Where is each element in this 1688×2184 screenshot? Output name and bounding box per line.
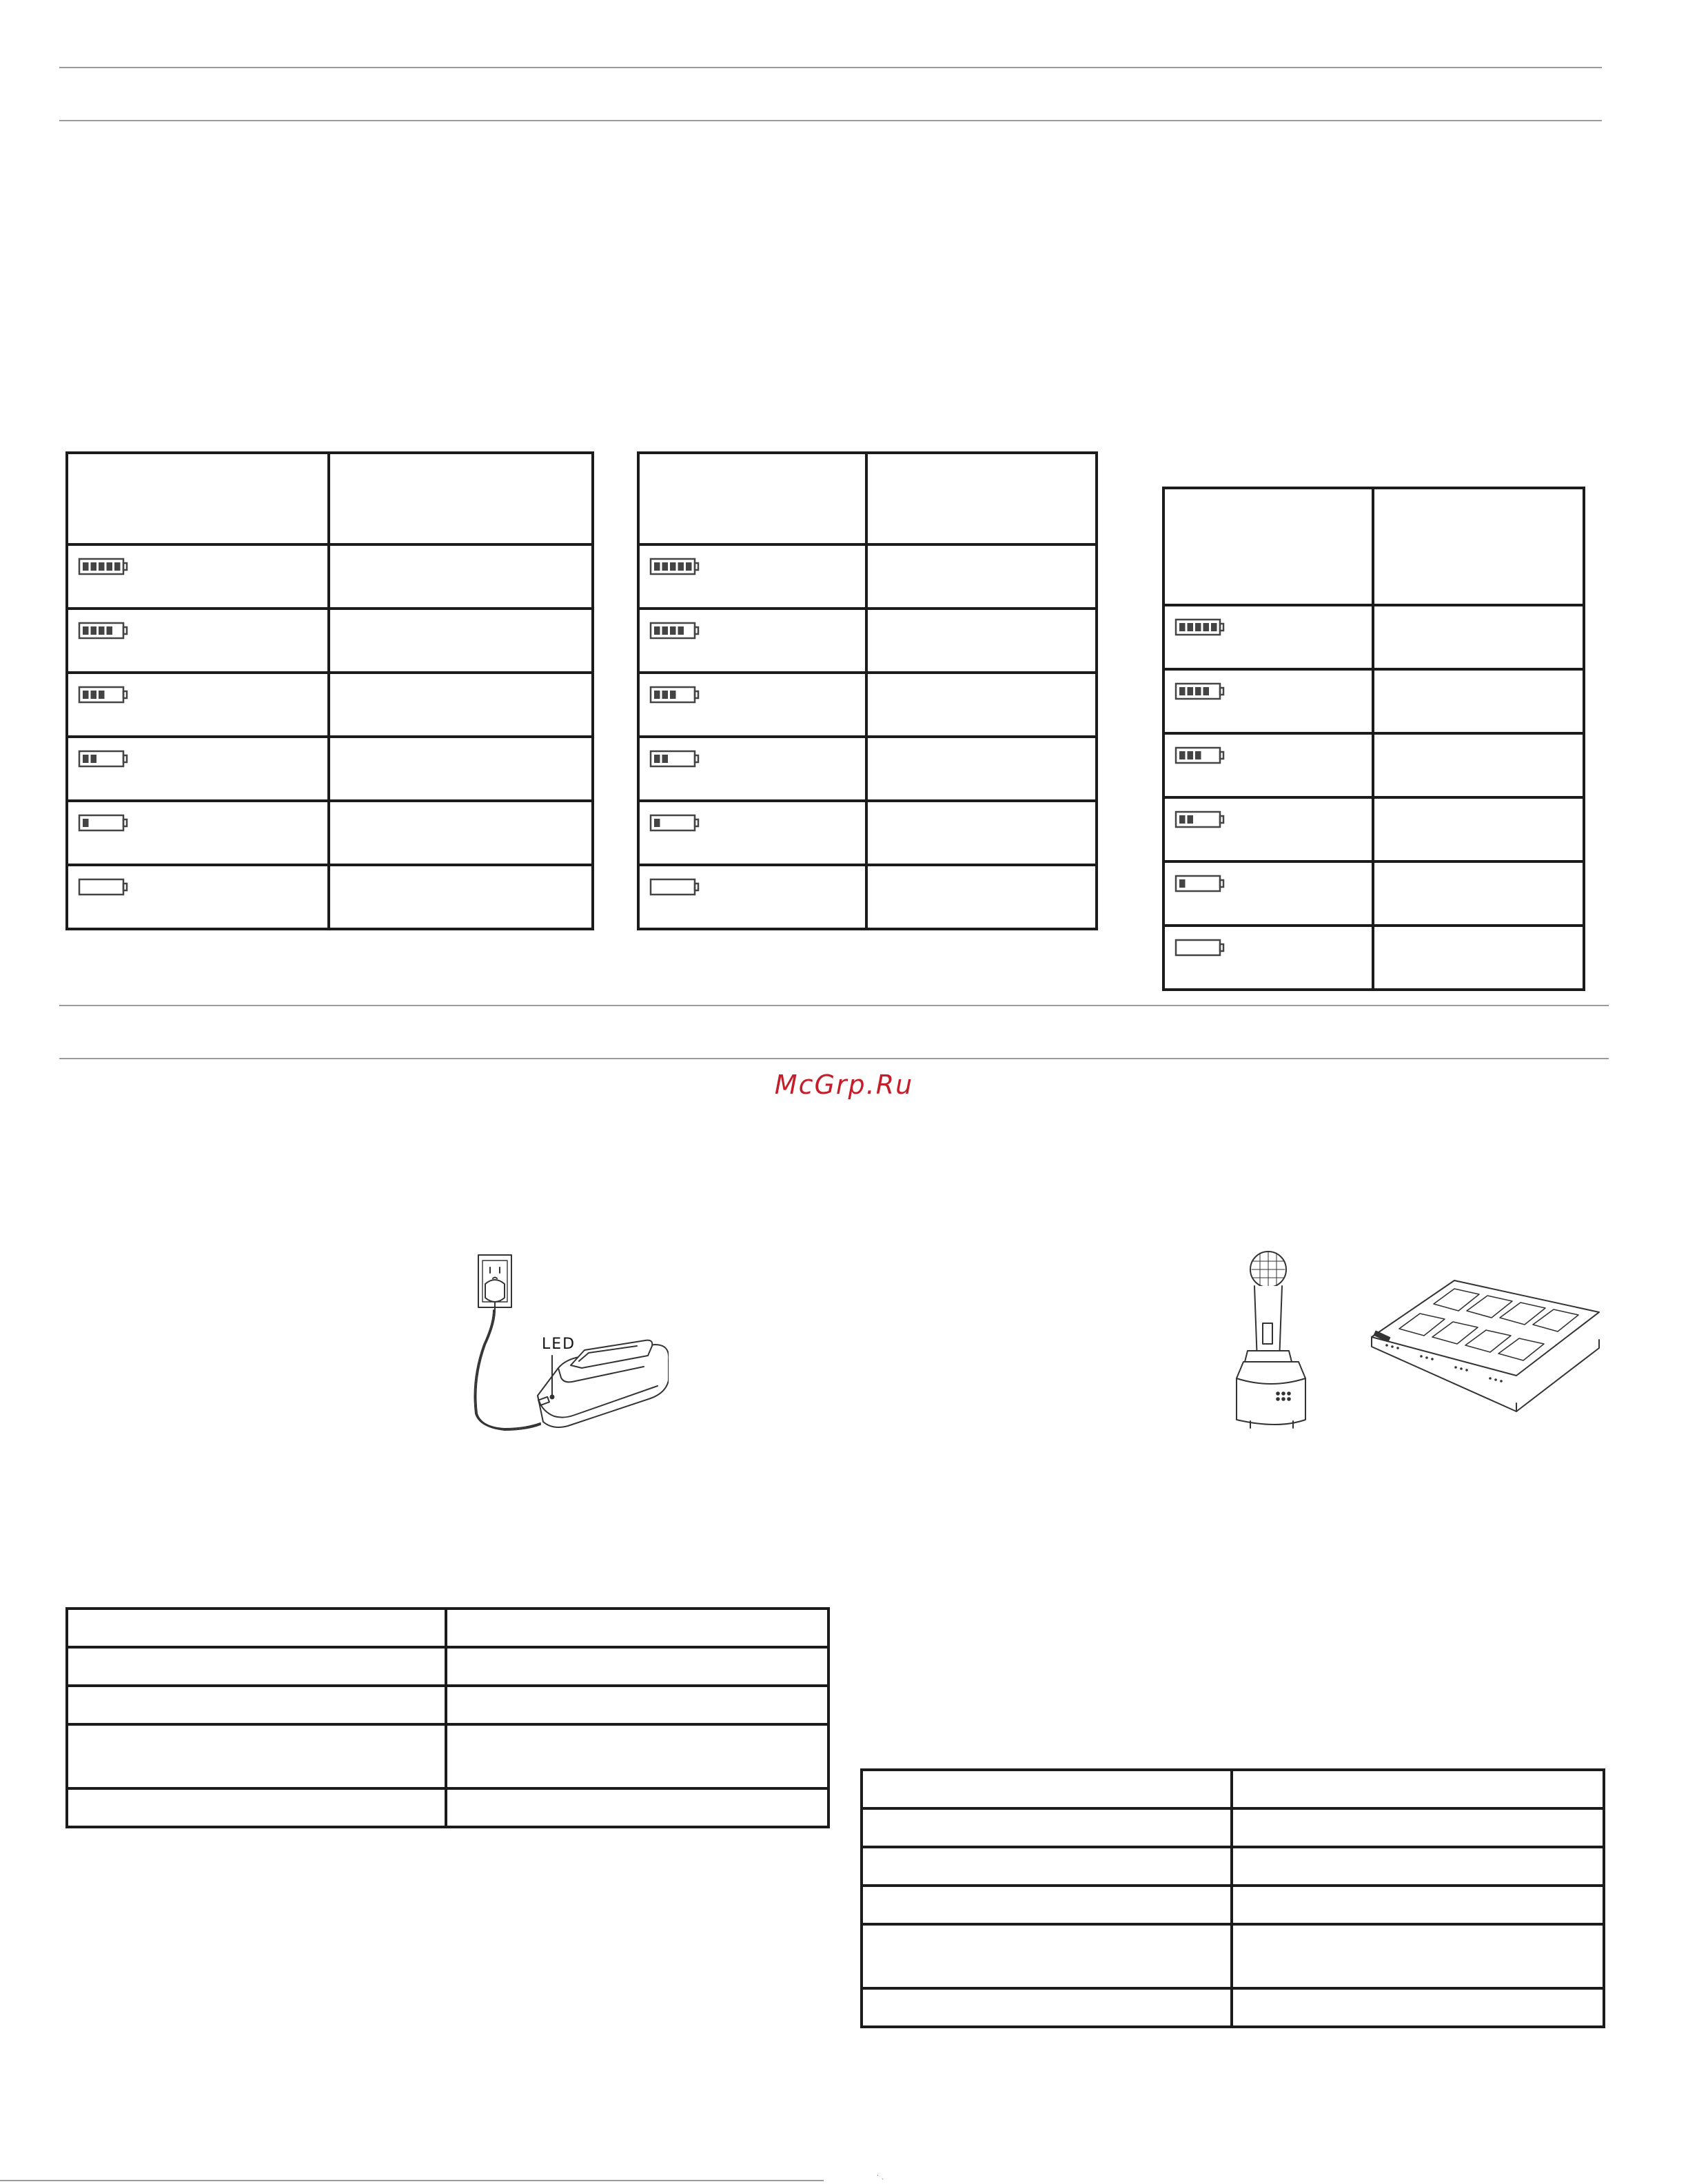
watermark: McGrp.Ru [774, 1070, 914, 1100]
battery-tip [123, 884, 127, 890]
value-cell [329, 673, 593, 737]
battery-bar [678, 626, 684, 635]
battery-tip [1220, 816, 1223, 823]
battery-bar [662, 691, 669, 699]
table-cell [67, 1724, 446, 1788]
table-cell [862, 1886, 1232, 1924]
battery-bar [686, 562, 692, 571]
battery-bar [1188, 751, 1194, 759]
battery-bar [1188, 623, 1194, 631]
battery-icon [1175, 618, 1226, 637]
battery-icon [1175, 810, 1226, 829]
battery-cell [1163, 797, 1373, 861]
battery-tip [123, 755, 127, 762]
table-cell [67, 1647, 446, 1686]
battery-bar [654, 819, 660, 827]
battery-tip [1220, 752, 1223, 759]
battery-table-2 [637, 451, 1098, 930]
battery-table-1 [65, 451, 594, 930]
battery-bar [99, 691, 105, 699]
battery-icon [649, 813, 700, 833]
battery-tip [1220, 624, 1223, 631]
table-header-cell [866, 453, 1097, 544]
battery-icon [649, 749, 700, 768]
battery-tip [123, 627, 127, 634]
value-cell [1373, 926, 1584, 990]
battery-cell [67, 544, 329, 609]
battery-body [1176, 940, 1220, 955]
top-rule-2 [59, 120, 1602, 121]
battery-cell [638, 737, 866, 801]
table-cell [67, 1788, 446, 1827]
battery-icon [78, 749, 129, 768]
battery-icon [78, 621, 129, 640]
top-rule-1 [59, 67, 1602, 68]
table-cell [446, 1724, 828, 1788]
battery-bar [1203, 687, 1210, 695]
value-cell [1373, 605, 1584, 669]
battery-tip [695, 884, 698, 890]
battery-bar [670, 691, 676, 699]
battery-bar [1195, 751, 1201, 759]
battery-tip [695, 819, 698, 826]
value-cell [1373, 797, 1584, 861]
value-cell [1373, 861, 1584, 926]
battery-cell [638, 673, 866, 737]
value-cell [329, 865, 593, 929]
battery-tip [695, 755, 698, 762]
battery-bar [1179, 687, 1186, 695]
battery-bar [91, 691, 97, 699]
table-header-cell [1373, 488, 1584, 605]
battery-bar [91, 755, 97, 763]
middle-rule-1 [59, 1005, 1609, 1006]
battery-bar [91, 562, 97, 571]
battery-tip [695, 563, 698, 570]
battery-tip [123, 563, 127, 570]
table-header-cell [1163, 488, 1373, 605]
battery-bar [654, 562, 660, 571]
battery-cell [1163, 861, 1373, 926]
table-cell [67, 1609, 446, 1647]
battery-cell [638, 609, 866, 673]
battery-cell [1163, 733, 1373, 797]
table-cell [446, 1609, 828, 1647]
value-cell [866, 865, 1097, 929]
battery-bar [1195, 623, 1201, 631]
value-cell [866, 673, 1097, 737]
table-cell [862, 1770, 1232, 1808]
battery-bar [83, 626, 89, 635]
battery-icon [78, 685, 129, 704]
value-cell [329, 609, 593, 673]
battery-bar [83, 819, 89, 827]
battery-cell [67, 673, 329, 737]
battery-icon [649, 685, 700, 704]
battery-bar [654, 755, 660, 763]
battery-icon [1175, 746, 1226, 765]
value-cell [866, 801, 1097, 865]
value-cell [329, 801, 593, 865]
battery-cell [1163, 926, 1373, 990]
table-cell [446, 1788, 828, 1827]
table-cell [862, 1988, 1232, 2027]
value-cell [1373, 733, 1584, 797]
battery-bar [1179, 751, 1186, 759]
battery-bar [1179, 879, 1186, 888]
battery-bar [91, 626, 97, 635]
battery-icon [78, 877, 129, 897]
battery-bar [678, 562, 684, 571]
table-header-cell [67, 453, 329, 544]
battery-tip [695, 627, 698, 634]
battery-bar [83, 562, 89, 571]
led-label: LED [542, 1336, 576, 1353]
battery-bar [662, 755, 669, 763]
table-cell [1232, 1886, 1604, 1924]
battery-icon [1175, 938, 1226, 957]
table-cell [862, 1808, 1232, 1847]
multi-charger-illustration [1227, 1241, 1620, 1468]
battery-bar [662, 562, 669, 571]
battery-icon [1175, 874, 1226, 893]
footer-marks: · ˎ [877, 2172, 885, 2180]
battery-tip [123, 819, 127, 826]
bottom-rule [0, 2180, 824, 2181]
table-header-cell [638, 453, 866, 544]
battery-icon [78, 557, 129, 576]
battery-bar [662, 626, 669, 635]
battery-icon [649, 621, 700, 640]
battery-bar [1211, 623, 1217, 631]
battery-tip [695, 691, 698, 698]
battery-cell [1163, 605, 1373, 669]
middle-rule-2 [59, 1058, 1609, 1059]
spec-table-right [860, 1768, 1605, 2028]
battery-bar [1179, 815, 1186, 824]
battery-bar [107, 562, 113, 571]
table-cell [1232, 1808, 1604, 1847]
value-cell [866, 544, 1097, 609]
table-cell [1232, 1924, 1604, 1988]
value-cell [1373, 669, 1584, 733]
battery-cell [67, 801, 329, 865]
table-cell [1232, 1770, 1604, 1808]
battery-bar [654, 691, 660, 699]
battery-bar [1203, 623, 1210, 631]
battery-body [651, 879, 695, 895]
value-cell [329, 544, 593, 609]
battery-bar [1179, 623, 1186, 631]
battery-cell [67, 737, 329, 801]
battery-cell [638, 801, 866, 865]
battery-cell [1163, 669, 1373, 733]
battery-bar [83, 691, 89, 699]
table-header-cell [329, 453, 593, 544]
battery-bar [1188, 687, 1194, 695]
value-cell [329, 737, 593, 801]
table-cell [446, 1647, 828, 1686]
table-cell [446, 1686, 828, 1724]
table-cell [1232, 1988, 1604, 2027]
battery-bar [99, 562, 105, 571]
battery-cell [638, 544, 866, 609]
spec-table-left [65, 1607, 830, 1828]
battery-icon [1175, 682, 1226, 701]
table-cell [67, 1686, 446, 1724]
battery-bar [83, 755, 89, 763]
battery-bar [654, 626, 660, 635]
battery-cell [67, 865, 329, 929]
battery-bar [670, 562, 676, 571]
battery-bar [114, 562, 121, 571]
value-cell [866, 737, 1097, 801]
battery-tip [1220, 688, 1223, 695]
table-cell [862, 1847, 1232, 1886]
table-cell [862, 1924, 1232, 1988]
battery-icon [78, 813, 129, 833]
battery-bar [1188, 815, 1194, 824]
battery-tip [123, 691, 127, 698]
battery-tip [1220, 880, 1223, 887]
battery-tip [1220, 944, 1223, 951]
battery-icon [649, 877, 700, 897]
battery-body [79, 879, 123, 895]
table-cell [1232, 1847, 1604, 1886]
battery-cell [638, 865, 866, 929]
value-cell [866, 609, 1097, 673]
battery-bar [670, 626, 676, 635]
battery-icon [649, 557, 700, 576]
battery-table-3 [1162, 487, 1585, 991]
battery-cell [67, 609, 329, 673]
battery-bar [99, 626, 105, 635]
battery-bar [1195, 687, 1201, 695]
battery-bar [107, 626, 113, 635]
